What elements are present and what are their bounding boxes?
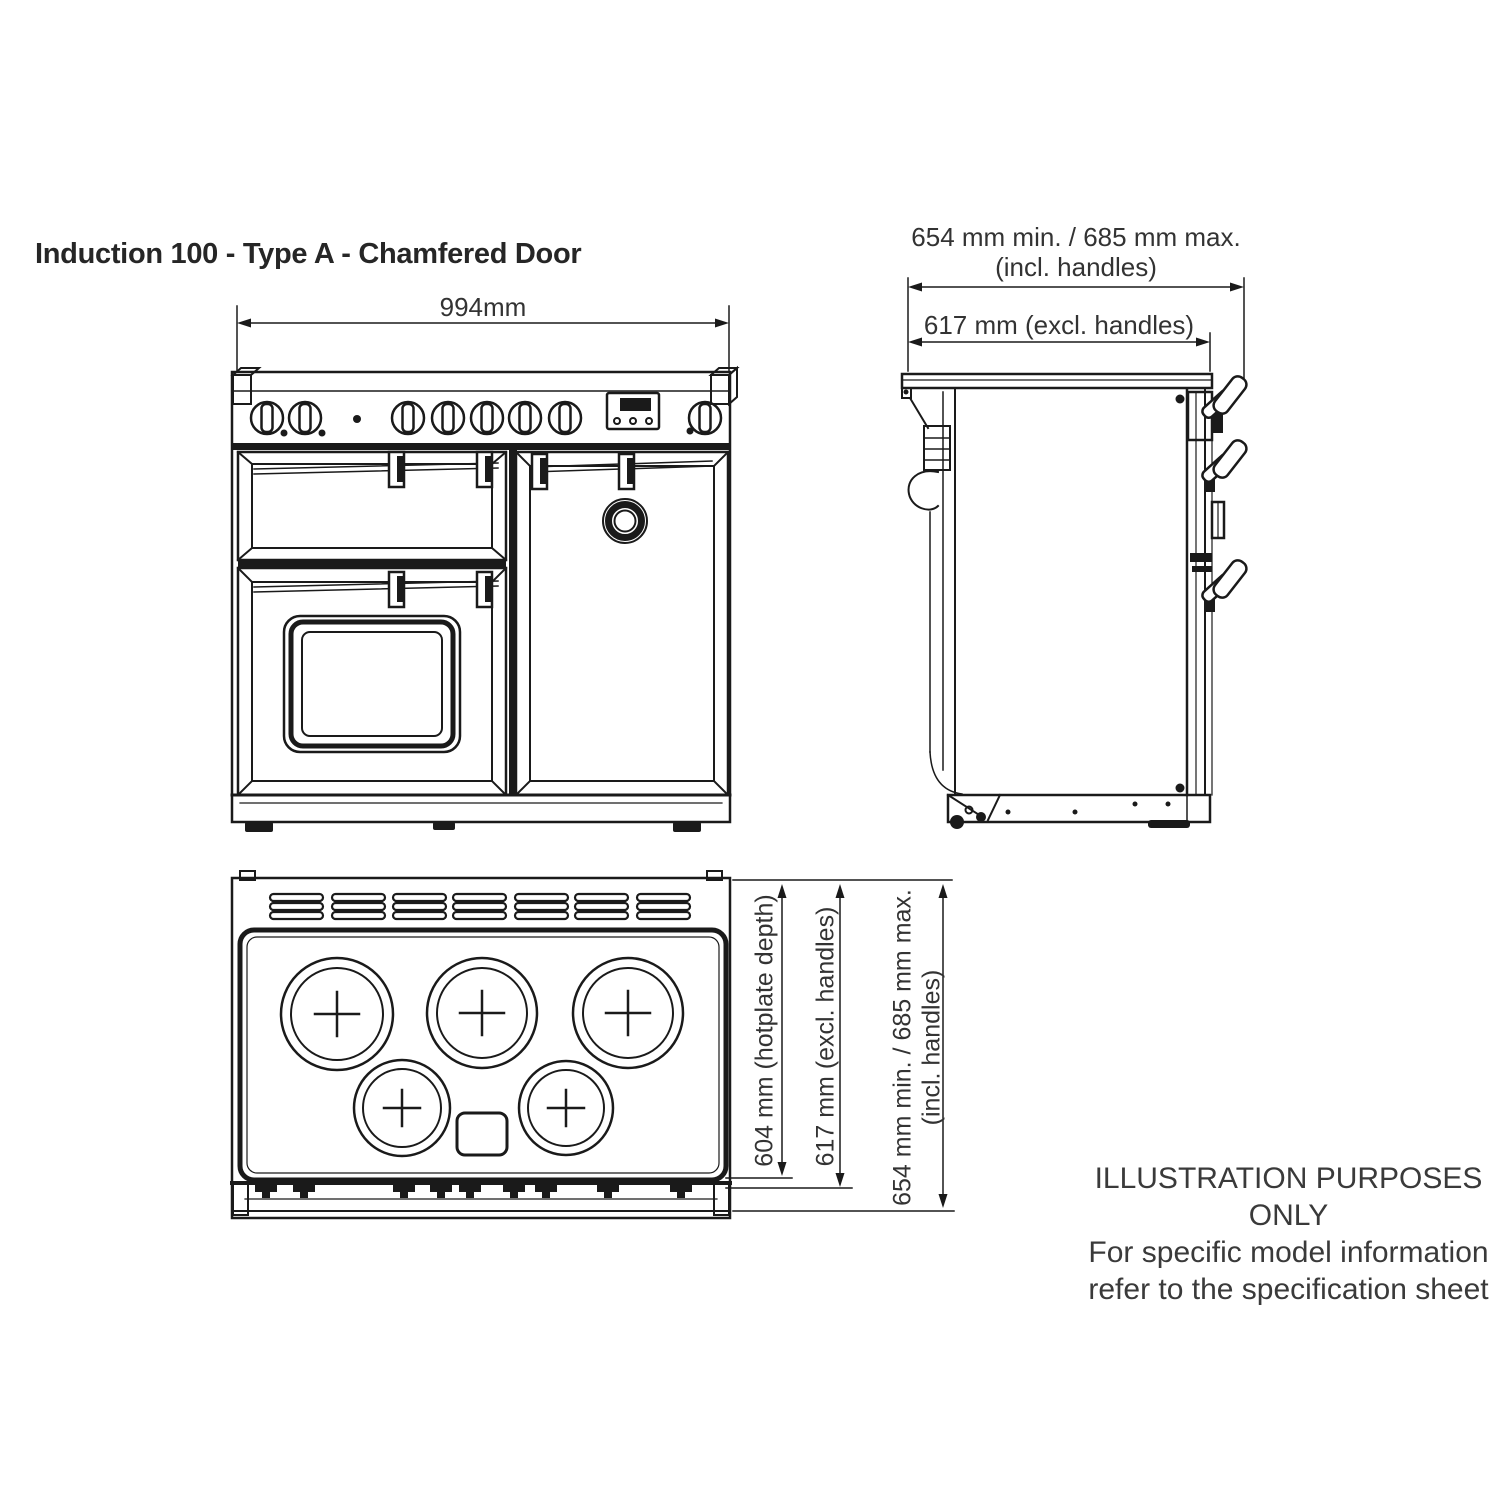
control-knob [289, 402, 321, 434]
door-handle-bracket [619, 454, 634, 489]
control-knob [509, 402, 541, 434]
side-handle-bottom [1200, 558, 1249, 604]
disclaimer-line2: For specific model information [1088, 1236, 1489, 1269]
side-view-drawing [902, 278, 1249, 829]
induction-zone-back-centre [427, 958, 537, 1068]
main-oven-door [238, 568, 506, 795]
control-knob [251, 402, 283, 434]
side-handle-middle [1200, 438, 1249, 484]
top-depth-incl-label-line1: 654 mm min. / 685 mm max. [888, 889, 917, 1206]
door-handle-bracket [389, 452, 404, 487]
side-depth-incl-label-line2: (incl. handles) [995, 252, 1157, 282]
top-corner-tab-left [233, 368, 259, 404]
clock-display [607, 393, 659, 429]
top-corner-tab-right [711, 368, 737, 404]
door-handle-bracket [477, 572, 492, 607]
disclaimer-note [1076, 1160, 1500, 1308]
door-vent-ring [603, 499, 647, 543]
induction-zone-front-right [519, 1061, 613, 1155]
vent-slots [270, 894, 690, 919]
top-depth-excl-label: 617 mm (excl. handles) [811, 906, 840, 1167]
control-knob [392, 402, 424, 434]
disclaimer-line1: ILLUSTRATION PURPOSES ONLY [1094, 1162, 1483, 1232]
door-handle-bracket [477, 452, 492, 487]
base-and-caster [948, 795, 1210, 829]
induction-zone-back-left [281, 958, 393, 1070]
side-depth-excl-label: 617 mm (excl. handles) [923, 310, 1195, 340]
side-depth-incl-label-line1: 654 mm min. / 685 mm max. [911, 222, 1241, 252]
grill-door [238, 452, 506, 560]
top-view-drawing [232, 871, 954, 1218]
induction-zone-front-left [354, 1060, 450, 1156]
top-depth-incl-label-line2: (incl. handles) [917, 969, 946, 1126]
front-view-drawing [232, 306, 737, 832]
tall-oven-door [516, 452, 728, 795]
oven-window [284, 616, 460, 752]
drawing-title: Induction 100 - Type A - Chamfered Door [35, 238, 582, 270]
control-knob [549, 402, 581, 434]
door-handle-bracket [532, 454, 547, 489]
feet [245, 822, 701, 832]
control-knob [471, 402, 503, 434]
hotplate-control-pad [457, 1113, 507, 1155]
control-knob [432, 402, 464, 434]
induction-zone-back-right [573, 958, 683, 1068]
door-handle-bracket [389, 572, 404, 607]
front-edge-knobs [232, 1183, 730, 1211]
front-width-label: 994mm [439, 292, 527, 322]
hotplate-depth-label: 604 mm (hotplate depth) [750, 894, 779, 1167]
rear-panel-details [909, 392, 962, 794]
disclaimer-line3: refer to the specification sheet [1088, 1273, 1489, 1306]
control-knob [689, 402, 721, 434]
